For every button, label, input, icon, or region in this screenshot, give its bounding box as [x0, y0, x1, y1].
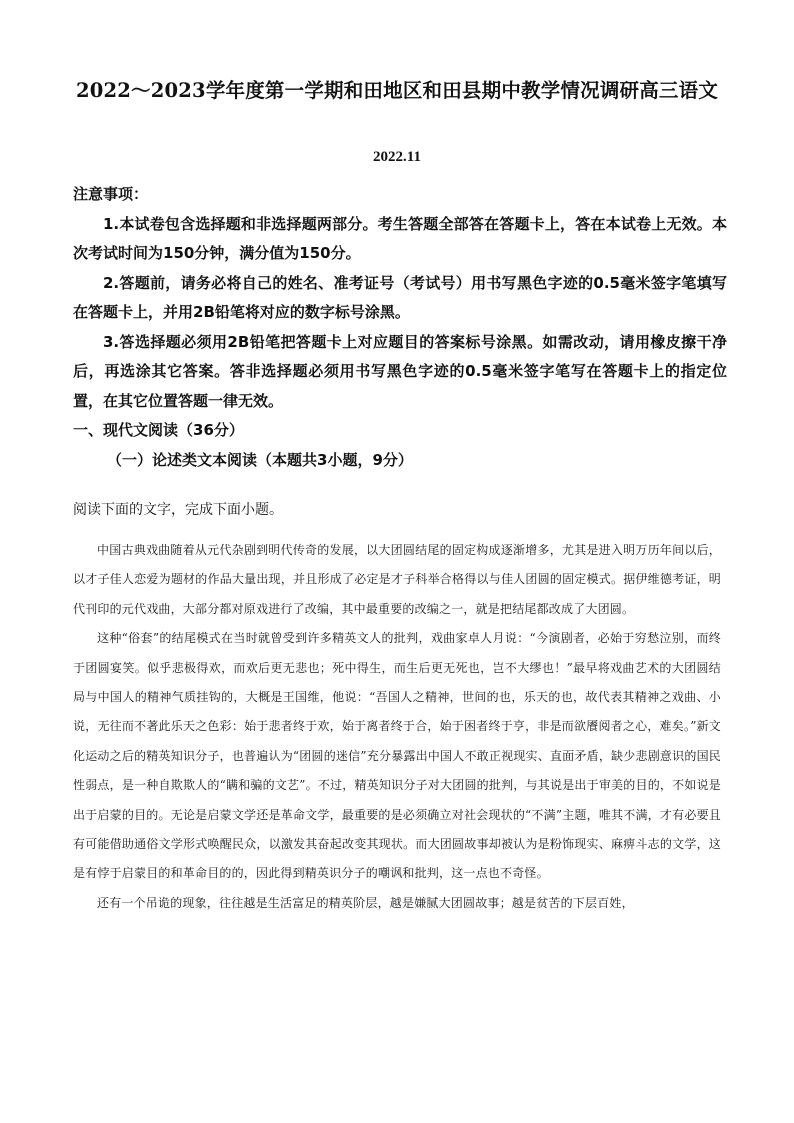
section-heading: 一、现代文阅读（36分）	[73, 421, 244, 439]
exam-title: 2022～2023学年度第一学期和田地区和田县期中教学情况调研高三语文	[75, 79, 719, 102]
notice-item-3: 3.答选择题必须用2B铅笔把答题卡上对应题目的答案标号涂黑。如需改动，请用橡皮擦干净后，再选涂其它答案。答非选择题必须用书写黑色字迹的0.5毫米签字笔写在答题卡上的指定位置，在其它位置答题一律无效。	[73, 332, 727, 410]
passage-paragraph-3: 还有一个吊诡的现象，往往越是生活富足的精英阶层，越是嫌腻大团圆故事；越是贫苦的下层百姓，	[97, 895, 634, 910]
passage-body	[73, 536, 721, 918]
notice-heading: 注意事项：	[73, 185, 149, 203]
notice-item-1: 1.本试卷包含选择题和非选择题两部分。考生答题全部答在答题卡上，答在本试卷上无效。本次考试时间为150分钟，满分值为150分。	[73, 214, 727, 262]
notice-section	[73, 180, 727, 475]
reading-instruction: 阅读下面的文字，完成下面小题。	[73, 502, 283, 518]
exam-date: 2022.11	[373, 149, 421, 165]
passage-paragraph-1: 中国古典戏曲随着从元代杂剧到明代传奇的发展，以大团圆结尾的固定构成逐渐增多，尤其是进入明万历年间以后，以才子佳人恋爱为题材的作品大量出现，并且形成了必定是才子科举合格得以与佳人团圆的固定模式。据伊维德考证，明代刊印的元代戏曲，大部分都对原戏进行了改编，其中最重要的改编之一，就是把结尾都改成了大团圆。	[73, 543, 721, 616]
notice-item-2: 2.答题前，请务必将自己的姓名、准考证号（考试号）用书写黑色字迹的0.5毫米签字笔填写在答题卡上，并用2B铅笔将对应的数字标号涂黑。	[73, 273, 727, 321]
passage-paragraph-2: 这种“俗套”的结尾模式在当时就曾受到许多精英文人的批判，戏曲家卓人月说：“今演剧者，必始于穷愁泣别，而终于团圆宴笑。似乎悲极得欢，而欢后更无悲也；死中得生，而生后更无死也，岂不大缪也！”最早将戏曲艺术的大团圆结局与中国人的精神气质挂钩的，大概是王国维，他说：“吾国人之精神，世间的也，乐天的也，故代表其精神之戏曲、小说，无往而不著此乐天之色彩：始于悲者终于欢，始于离者终于合，始于困者终于亨，非是而欲餍阅者之心，难矣。”新文化运动之后的精英知识分子，也普遍认为“团圆的迷信”充分暴露出中国人不敢正视现实、直面矛盾，缺少悲剧意识的国民性弱点，是一种自欺欺人的“瞒和骗的文艺”。不过，精英知识分子对大团圆的批判，与其说是出于审美的目的，不如说是出于启蒙的目的。无论是启蒙文学还是革命文学，最重要的是必须确立对社会现状的“不满”主题，唯其不满，才有必要且有可能借助通俗文学形式唤醒民众，以激发其奋起改变其现状。而大团圆故事却被认为是粉饰现实、麻痹斗志的文学，这是有悖于启蒙目的和革命目的的，因此得到精英识分子的嘲讽和批判，这一点也不奇怪。	[73, 631, 721, 881]
subsection-heading: （一）论述类文本阅读（本题共3小题，9分）	[107, 450, 413, 469]
